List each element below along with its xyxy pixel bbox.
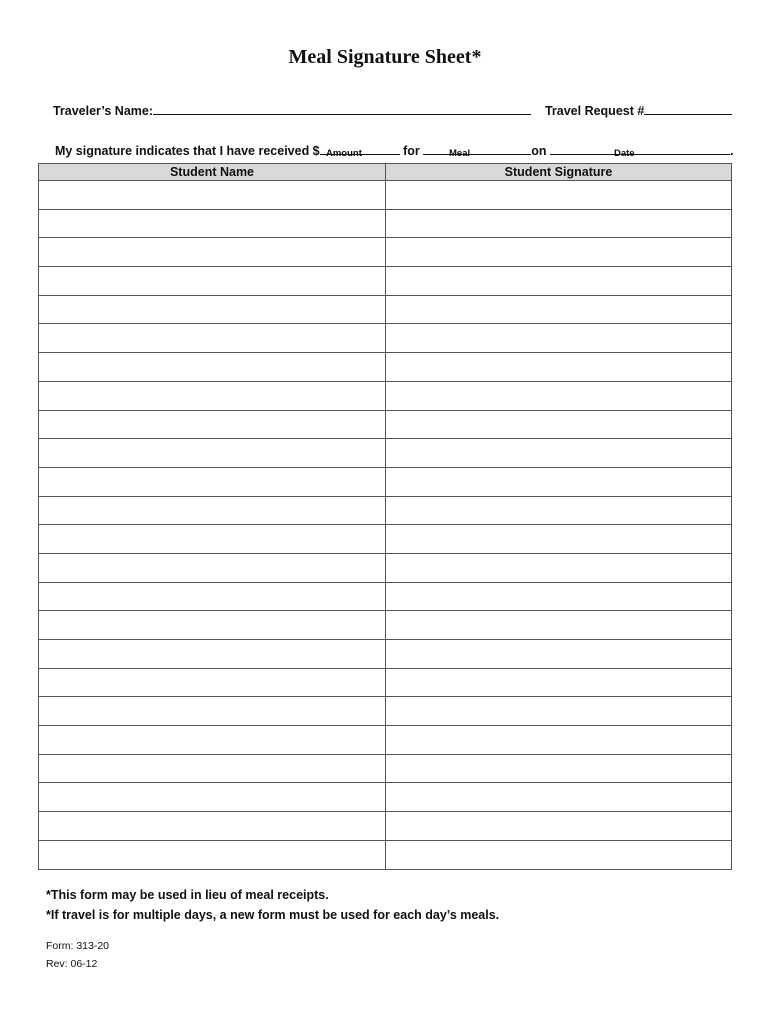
student-name-cell[interactable] (39, 295, 386, 324)
table-row (39, 812, 732, 841)
table-row (39, 668, 732, 697)
table-row (39, 410, 732, 439)
student-signature-cell[interactable] (386, 324, 732, 353)
table-row (39, 525, 732, 554)
travel-request-row (538, 88, 732, 118)
student-name-cell[interactable] (39, 553, 386, 582)
student-signature-cell[interactable] (386, 553, 732, 582)
table-row (39, 726, 732, 755)
student-signature-cell[interactable] (386, 726, 732, 755)
student-name-cell[interactable] (39, 840, 386, 869)
table-row (39, 553, 732, 582)
table-row (39, 181, 732, 210)
student-signature-cell[interactable] (386, 783, 732, 812)
student-signature-cell[interactable] (386, 812, 732, 841)
amount-caption: Amount (326, 148, 362, 159)
date-caption: Date (614, 148, 635, 159)
statement-prefix: My signature indicates that I have received $ (54, 144, 320, 158)
student-signature-cell[interactable] (386, 353, 732, 382)
student-name-cell[interactable] (39, 410, 386, 439)
table-row (39, 467, 732, 496)
student-signature-cell[interactable] (386, 754, 732, 783)
student-name-cell[interactable] (39, 353, 386, 382)
meal-caption: Meal (449, 148, 471, 159)
student-name-cell[interactable] (39, 496, 386, 525)
date-field[interactable] (550, 142, 730, 155)
student-signature-cell[interactable] (386, 496, 732, 525)
form-number: Form: 313-20 (46, 940, 110, 952)
student-name-cell[interactable] (39, 640, 386, 669)
table-row (39, 783, 732, 812)
table-row (39, 640, 732, 669)
meal-field[interactable] (423, 142, 531, 155)
student-name-cell[interactable] (39, 267, 386, 296)
travel-request-field[interactable] (644, 102, 732, 115)
revision: Rev: 06-12 (46, 958, 98, 970)
student-signature-cell[interactable] (386, 209, 732, 238)
note-multiple-days: *If travel is for multiple days, a new form must be used for each day’s meals. (46, 908, 500, 922)
student-name-cell[interactable] (39, 754, 386, 783)
student-signature-cell[interactable] (386, 381, 732, 410)
student-name-cell[interactable] (39, 439, 386, 468)
student-name-cell[interactable] (39, 611, 386, 640)
table-row (39, 496, 732, 525)
table-row (39, 324, 732, 353)
student-name-cell[interactable] (39, 209, 386, 238)
student-signature-cell[interactable] (386, 439, 732, 468)
student-name-cell[interactable] (39, 181, 386, 210)
student-name-cell[interactable] (39, 525, 386, 554)
student-signature-cell[interactable] (386, 181, 732, 210)
traveler-name-field[interactable] (153, 102, 531, 115)
student-signature-cell[interactable] (386, 697, 732, 726)
statement-end: . (730, 144, 734, 158)
student-signature-cell[interactable] (386, 410, 732, 439)
student-signature-cell[interactable] (386, 582, 732, 611)
traveler-name-row (46, 88, 531, 118)
table-row (39, 754, 732, 783)
traveler-name-label: Traveler’s Name: (52, 104, 154, 118)
student-signature-cell[interactable] (386, 668, 732, 697)
student-name-cell[interactable] (39, 381, 386, 410)
table-row (39, 611, 732, 640)
student-signature-cell[interactable] (386, 267, 732, 296)
statement-on: on (531, 144, 547, 158)
table-row (39, 267, 732, 296)
table-row (39, 582, 732, 611)
travel-request-label: Travel Request # (544, 104, 645, 118)
table-body (39, 181, 732, 870)
statement-for: for (403, 144, 420, 158)
student-name-cell[interactable] (39, 726, 386, 755)
student-signature-cell[interactable] (386, 840, 732, 869)
page-title: Meal Signature Sheet* (288, 46, 482, 68)
table-row (39, 238, 732, 267)
table-row (39, 209, 732, 238)
student-signature-cell[interactable] (386, 611, 732, 640)
signature-table (38, 163, 732, 870)
student-name-cell[interactable] (39, 582, 386, 611)
student-signature-cell[interactable] (386, 467, 732, 496)
student-name-cell[interactable] (39, 697, 386, 726)
note-receipts: *This form may be used in lieu of meal receipts. (46, 888, 329, 902)
student-name-cell[interactable] (39, 812, 386, 841)
table-header-row (39, 164, 732, 181)
student-name-cell[interactable] (39, 324, 386, 353)
table-row (39, 840, 732, 869)
table-row (39, 697, 732, 726)
student-name-header: Student Name (39, 164, 386, 181)
table-row (39, 381, 732, 410)
student-name-cell[interactable] (39, 238, 386, 267)
table-row (39, 295, 732, 324)
student-signature-cell[interactable] (386, 525, 732, 554)
table-row (39, 353, 732, 382)
student-name-cell[interactable] (39, 783, 386, 812)
student-signature-cell[interactable] (386, 640, 732, 669)
student-signature-header: Student Signature (386, 164, 732, 181)
student-signature-cell[interactable] (386, 238, 732, 267)
table-row (39, 439, 732, 468)
student-name-cell[interactable] (39, 467, 386, 496)
student-name-cell[interactable] (39, 668, 386, 697)
student-signature-cell[interactable] (386, 295, 732, 324)
